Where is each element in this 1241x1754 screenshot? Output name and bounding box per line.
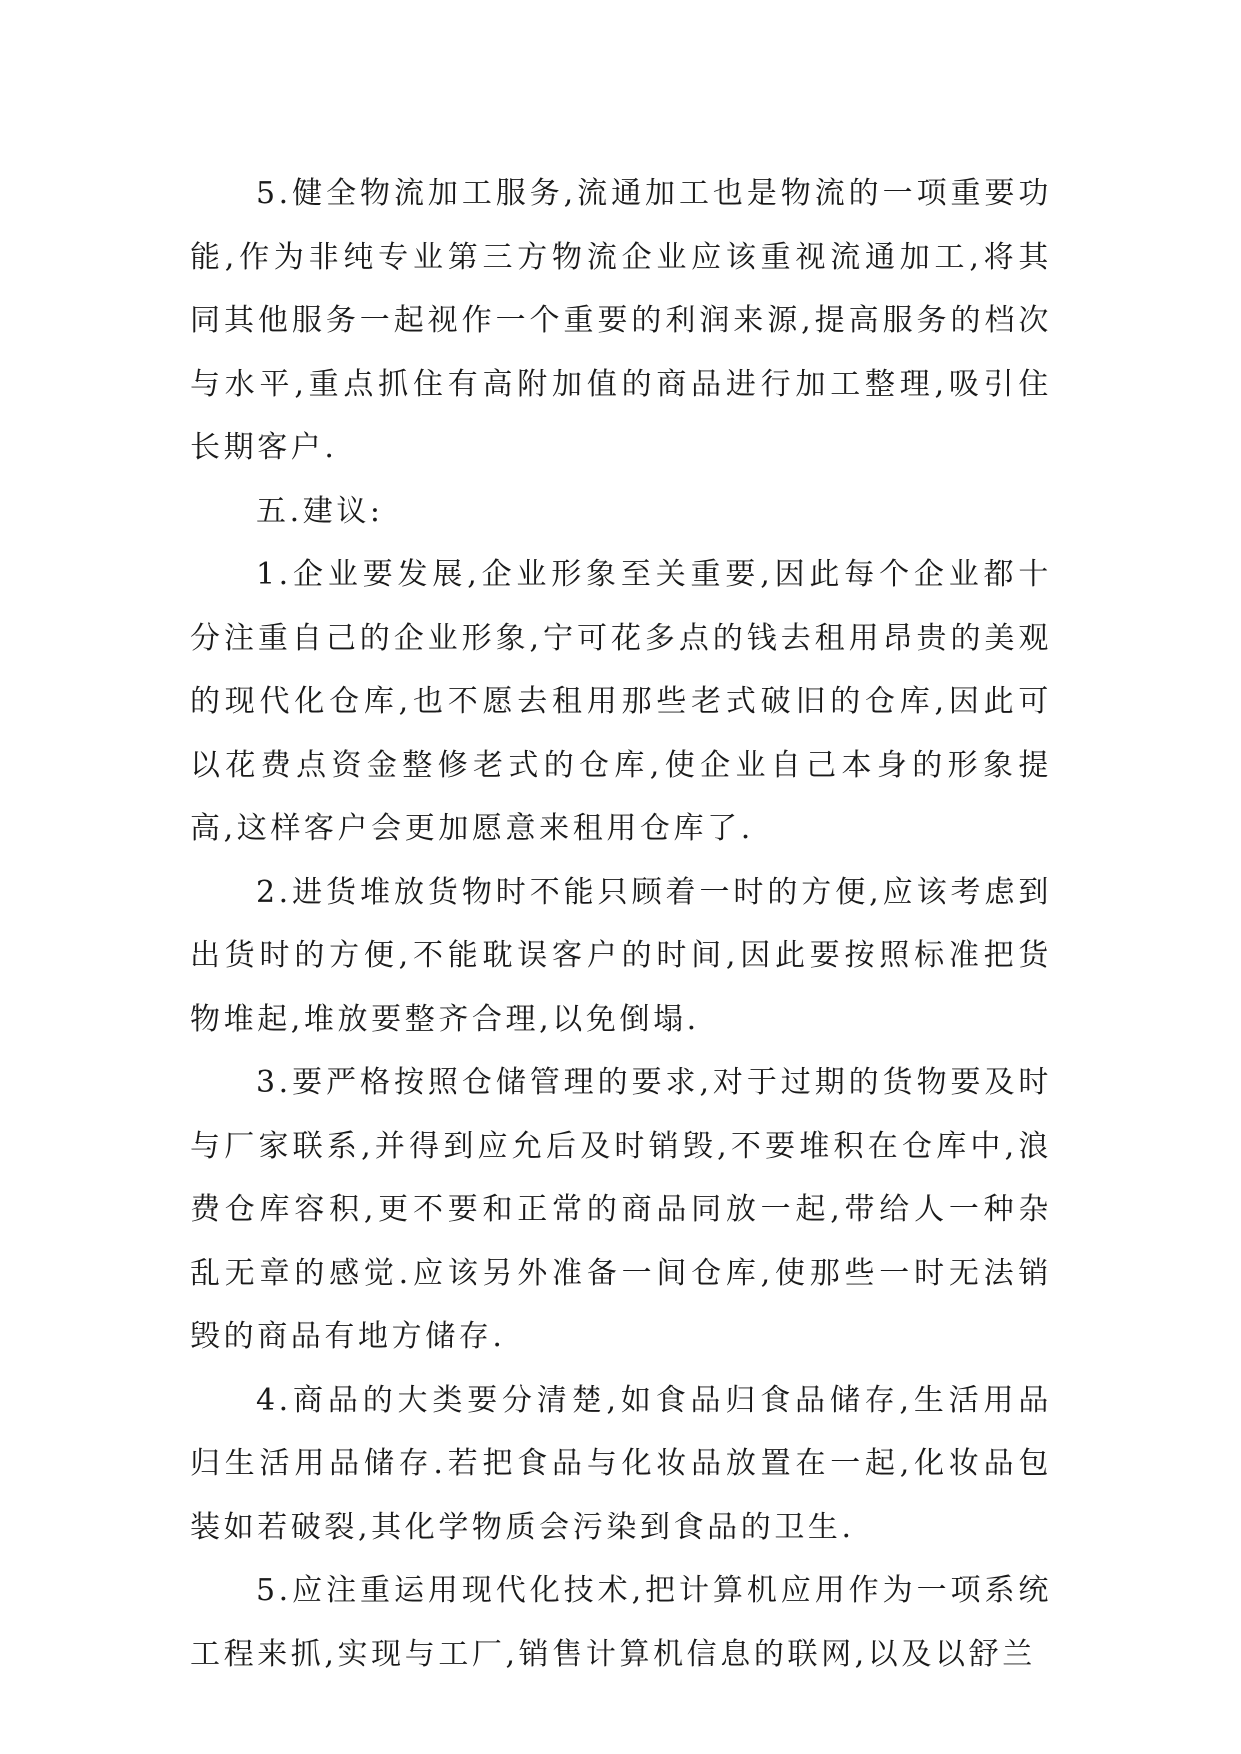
document-body <box>190 162 1052 1686</box>
paragraph-suggestion-5: 5.应注重运用现代化技术,把计算机应用作为一项系统工程来抓,实现与工厂,销售计算机信息的联网,以及以舒兰 <box>190 1573 1052 1672</box>
paragraph-suggestion-1: 1.企业要发展,企业形象至关重要,因此每个企业都十分注重自己的企业形象,宁可花多点的钱去租用昂贵的美观的现代化仓库,也不愿去租用那些老式破旧的仓库,因此可以花费点资金整修老式的仓库,使企业自己本身的形象提高,这样客户会更加愿意来租用仓库了. <box>190 557 1052 846</box>
section-heading-suggestions: 五.建议: <box>256 493 384 529</box>
paragraph-suggestion-4: 4.商品的大类要分清楚,如食品归食品储存,生活用品归生活用品储存.若把食品与化妆品放置在一起,化妆品包装如若破裂,其化学物质会污染到食品的卫生. <box>190 1382 1052 1545</box>
paragraph-logistics-processing: 5.健全物流加工服务,流通加工也是物流的一项重要功能,作为非纯专业第三方物流企业应该重视流通加工,将其同其他服务一起视作一个重要的利润来源,提高服务的档次与水平,重点抓住有高附加值的商品进行加工整理,吸引住长期客户. <box>190 176 1052 465</box>
paragraph-suggestion-3: 3.要严格按照仓储管理的要求,对于过期的货物要及时与厂家联系,并得到应允后及时销毁,不要堆积在仓库中,浪费仓库容积,更不要和正常的商品同放一起,带给人一种杂乱无章的感觉.应该另外准备一间仓库,使那些一时无法销毁的商品有地方储存. <box>190 1065 1052 1354</box>
paragraph-suggestion-2: 2.进货堆放货物时不能只顾着一时的方便,应该考虑到出货时的方便,不能耽误客户的时间,因此要按照标准把货物堆起,堆放要整齐合理,以免倒塌. <box>190 874 1052 1037</box>
